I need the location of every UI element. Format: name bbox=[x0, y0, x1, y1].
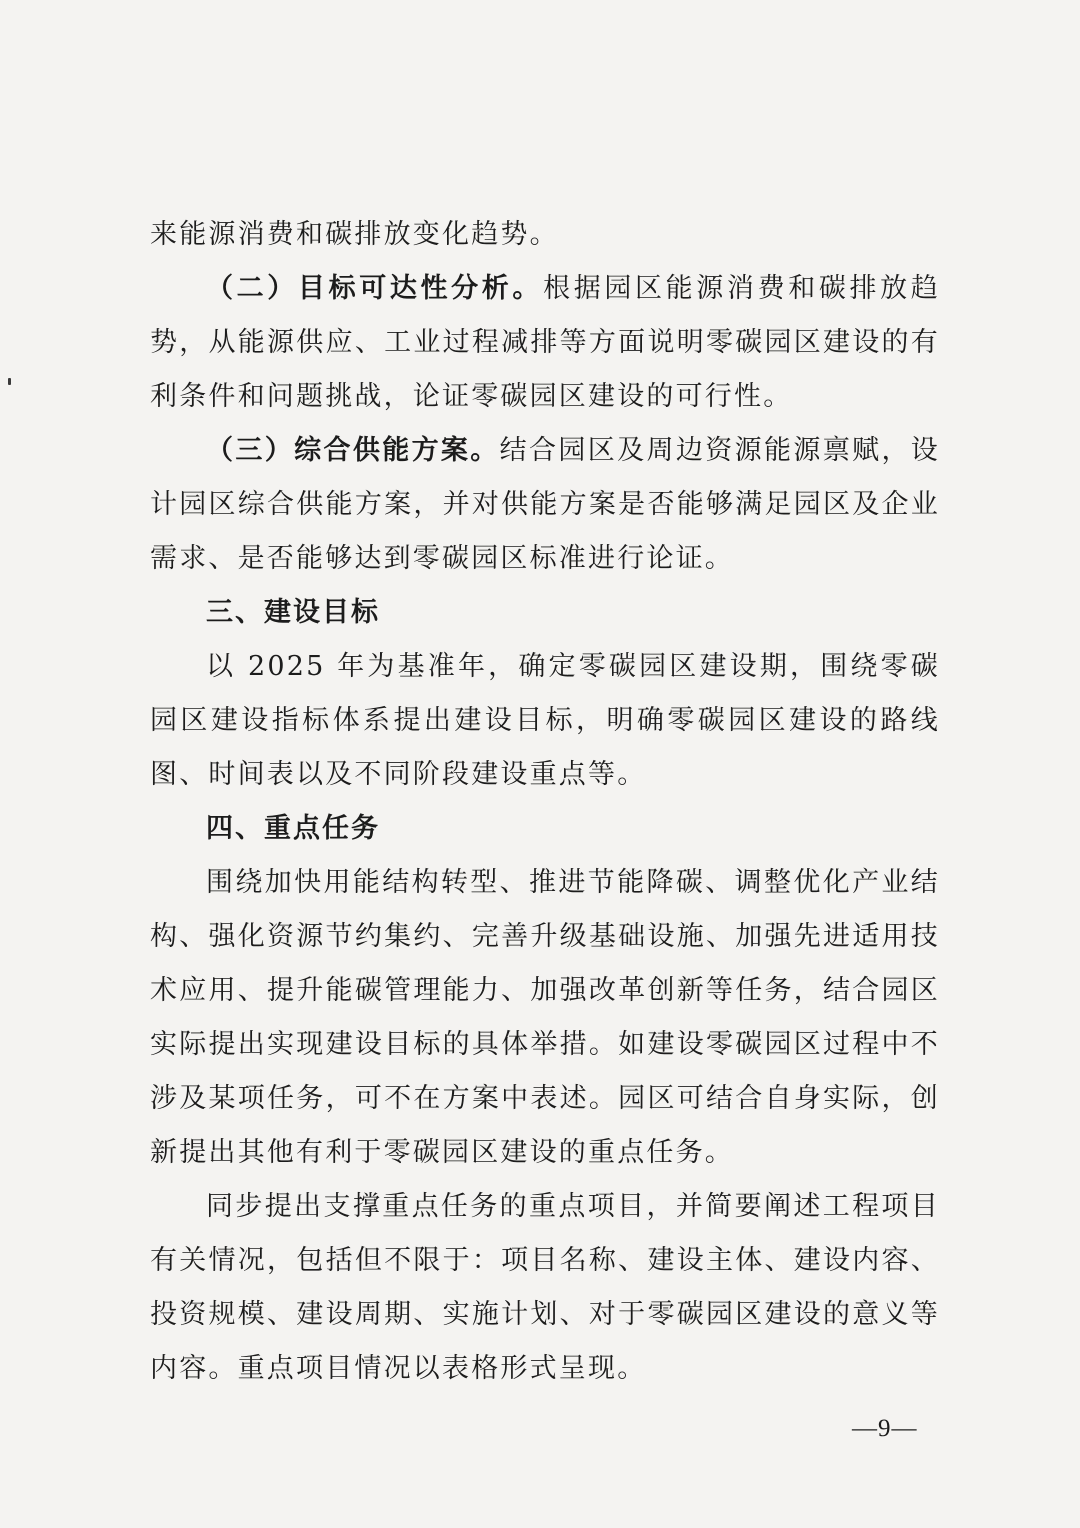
paragraph-lead: （二）目标可达性分析。 bbox=[206, 273, 544, 304]
paragraph-continuation: 来能源消费和碳排放变化趋势。 bbox=[150, 219, 559, 250]
paragraph-key-tasks: 围绕加快用能结构转型、推进节能降碳、调整优化产业结构、强化资源节约集约、完善升级基础设施、加强先进适用技术应用、提升能碳管理能力、加强改革创新等任务，结合园区实际提出实现建设目标的具体举措。如建设零碳园区过程中不涉及某项任务，可不在方案中表述。园区可结合自身实际，创新提出其他有利于零碳园区建设的重点任务。 bbox=[150, 867, 940, 1168]
paragraph-key-projects: 同步提出支撑重点任务的重点项目，并简要阐述工程项目有关情况，包括但不限于：项目名称、建设主体、建设内容、投资规模、建设周期、实施计划、对于零碳园区建设的意义等内容。重点项目情况以表格形式呈现。 bbox=[150, 1191, 940, 1384]
paragraph-lead: （三）综合供能方案。 bbox=[206, 435, 500, 466]
paragraph-text: 根据园区能源消费和碳排放趋势，从能源供应、工业过程减排等方面说明零碳园区建设的有利条件和问题挑战，论证零碳园区建设的可行性。 bbox=[150, 273, 940, 412]
page-number: —9— bbox=[852, 1415, 918, 1442]
section-heading-key-tasks: 四、重点任务 bbox=[206, 813, 380, 844]
section-heading-construction-goals: 三、建设目标 bbox=[206, 597, 380, 628]
paragraph-construction-goals: 以 2025 年为基准年，确定零碳园区建设期，围绕零碳园区建设指标体系提出建设目标，明确零碳园区建设的路线图、时间表以及不同阶段建设重点等。 bbox=[150, 651, 940, 790]
scan-speck bbox=[8, 378, 11, 385]
paragraph-energy-supply-plan bbox=[150, 424, 940, 586]
paragraph-text: 结合园区及周边资源能源禀赋，设计园区综合供能方案，并对供能方案是否能够满足园区及企业需求、是否能够达到零碳园区标准进行论证。 bbox=[150, 435, 941, 574]
paragraph-target-feasibility bbox=[150, 262, 940, 424]
document-body bbox=[150, 208, 940, 1396]
